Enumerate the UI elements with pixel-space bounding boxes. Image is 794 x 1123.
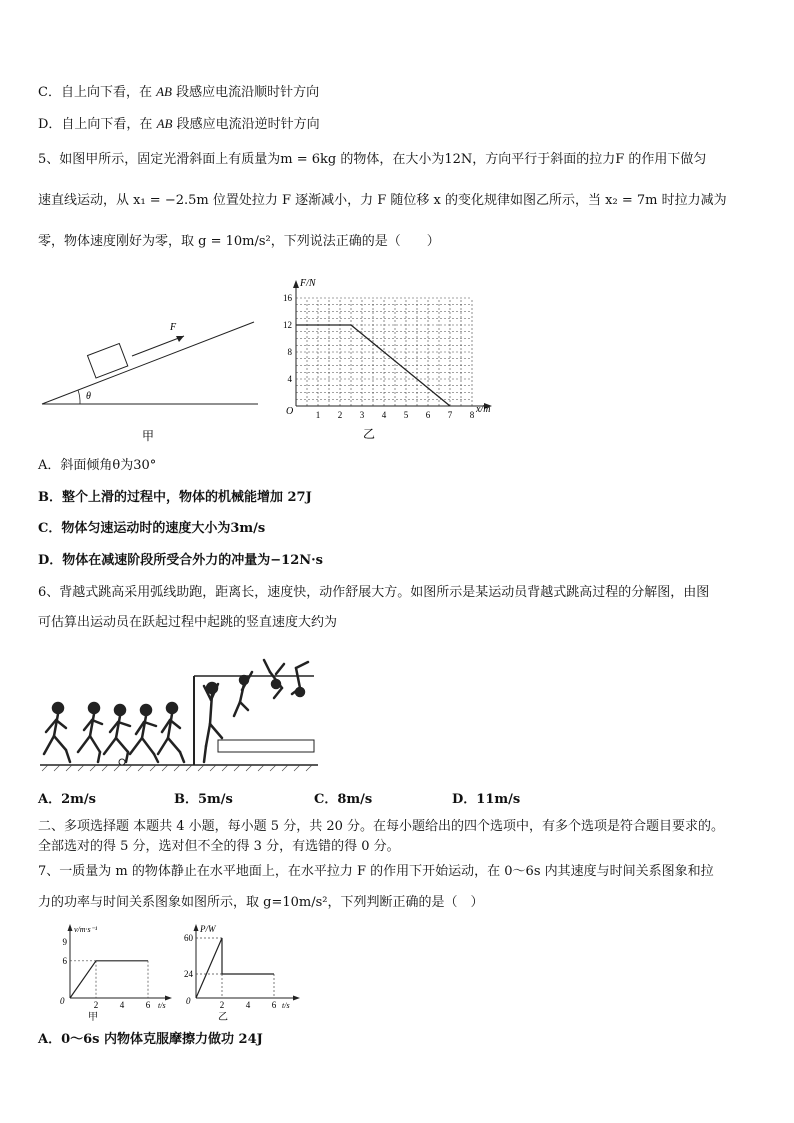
fx-x-tick-label: 2	[337, 410, 343, 420]
pt-y-tick-label: 60	[184, 933, 193, 943]
vt-series-line	[70, 961, 148, 998]
incline-slope-line	[42, 322, 254, 404]
q7-stem-line2: 力的功率与时间关系图象如图所示，取 g=10m/s²，下列判断正确的是（ ）	[38, 895, 484, 910]
fx-x-tick-label: 6	[425, 410, 431, 420]
vt-y-axis-arrow	[68, 924, 73, 931]
incline-angle-label: θ	[86, 391, 91, 402]
jumper-frame-2	[78, 703, 102, 762]
vt-x-tick-label: 2	[93, 1000, 99, 1010]
fx-y-tick-label: 8	[287, 347, 292, 357]
vt-x-axis-arrow	[165, 996, 172, 1001]
q5-option-d: D．物体在减速阶段所受合外力的冲量为−12N·s	[38, 553, 323, 568]
pt-x-tick-label: 2	[219, 1000, 225, 1010]
section2-scoring: 全部选对的得 5 分，选对但不全的得 3 分，有选错的得 0 分。	[38, 839, 400, 854]
q5-stem-line2: 速直线运动，从 x₁ = −2.5m 位置处拉力 F 逐渐减小，力 F 随位移 x 的变化规律如图乙所示，当 x₂ = 7m 时拉力减为	[38, 193, 727, 208]
q6-option-c: C．8m/s	[314, 792, 373, 807]
vt-y-tick-label: 6	[62, 955, 67, 966]
jumper-frame-8	[264, 660, 284, 698]
pt-origin-label: 0	[186, 996, 191, 1006]
vt-tick-labels	[63, 937, 151, 1010]
jumper-frame-6	[204, 683, 222, 762]
q5-fig-jia-caption: 甲	[142, 429, 155, 443]
q5-stem-line1: 5、如图甲所示，固定光滑斜面上有质量为m = 6kg 的物体，在大小为12N，方向平行于斜面的拉力F 的作用下做匀	[38, 152, 707, 167]
fx-x-tick-label: 4	[381, 410, 387, 420]
fx-y-axis-arrow	[293, 280, 299, 288]
q5-fig-yi-caption: 乙	[363, 427, 376, 441]
jumper-frame-1	[44, 703, 70, 762]
pt-x-tick-label: 6	[271, 1000, 277, 1010]
pt-y-axis-arrow	[194, 924, 199, 931]
vt-x-tick-label: 4	[119, 1000, 125, 1010]
q5-option-c: C．物体匀速运动时的速度大小为3m/s	[38, 521, 266, 536]
force-arrow-line	[132, 336, 184, 356]
pt-guides	[196, 938, 274, 998]
pt-x-axis-label: t/s	[282, 1001, 290, 1010]
section2-heading: 二、多项选择题 本题共 4 小题，每小题 5 分，共 20 分。在每小题给出的四个选项中，有多个选项是符合题目要求的。	[38, 819, 725, 834]
fx-x-tick-label: 1	[315, 410, 321, 420]
fx-y-tick-label: 12	[283, 320, 292, 330]
q4-option-d-prefix: D．自上向下看，在	[38, 117, 157, 132]
q6-option-a: A．2m/s	[38, 792, 96, 807]
takeoff-mark	[119, 759, 125, 765]
q7-stem-line1: 7、一质量为 m 的物体静止在水平地面上，在水平拉力 F 的作用下开始运动，在 0～6s 内其速度与时间关系图象和拉	[38, 864, 714, 879]
q4-option-d	[38, 116, 320, 133]
incline-angle-arc	[78, 390, 80, 404]
pt-x-axis-arrow	[293, 996, 300, 1001]
fx-x-axis-label: x/m	[476, 404, 491, 415]
q5-fx-chart	[278, 272, 518, 448]
vt-x-axis-label: t/s	[158, 1001, 166, 1010]
q5-incline-figure	[38, 316, 262, 446]
jumper-frame-9	[292, 662, 308, 696]
vt-guides	[70, 961, 148, 998]
q6-stem-line1: 6、背越式跳高采用弧线助跑，距离长，速度快，动作舒展大方。如图所示是某运动员背越式跳高过程的分解图，由图	[38, 585, 710, 600]
jumper-frame-4	[130, 705, 158, 762]
q6-option-b: B．5m/s	[174, 792, 233, 807]
q5-stem-line3: 零，物体速度刚好为零，取 g = 10m/s²，下列说法正确的是（ ）	[38, 234, 440, 249]
q5-option-b: B．整个上滑的过程中，物体的机械能增加 27J	[38, 490, 312, 505]
q4-option-d-var: AB	[156, 116, 173, 131]
fx-x-tick-label: 8	[469, 410, 475, 420]
q5-option-a: A．斜面倾角θ为30°	[38, 458, 157, 473]
fx-y-axis-label: F/N	[300, 278, 316, 289]
force-label: F	[170, 322, 177, 333]
jumper-frame-7	[234, 672, 252, 716]
q7-fig-jia-caption: 甲	[88, 1012, 98, 1022]
jump-ground-hatch	[42, 765, 312, 771]
q6-option-d: D．11m/s	[452, 792, 521, 807]
fx-y-tick-label: 4	[287, 374, 292, 384]
q4-option-c-var: AB	[156, 84, 172, 99]
q7-vt-chart	[52, 922, 182, 1022]
fx-y-tick-label: 16	[283, 293, 292, 303]
pt-y-tick-label: 24	[184, 969, 193, 979]
q7-fig-yi-caption: 乙	[218, 1012, 228, 1022]
vt-y-tick-label: 9	[62, 937, 67, 948]
pt-series-line	[196, 938, 274, 998]
q4-option-c-prefix: C．自上向下看，在	[38, 85, 157, 100]
q4-option-c-suffix: 段感应电流沿顺时针方向	[171, 85, 320, 100]
q6-high-jump-figure	[38, 654, 322, 776]
fx-origin-label: O	[286, 406, 294, 417]
q7-pt-chart	[172, 922, 322, 1022]
vt-origin-label: 0	[60, 996, 65, 1006]
vt-y-axis-label: v/m·s⁻¹	[74, 925, 98, 934]
fx-x-tick-label: 7	[447, 410, 453, 420]
fx-tick-labels	[283, 293, 475, 420]
jumper-frame-5	[158, 703, 184, 762]
q4-option-d-suffix: 段感应电流沿逆时针方向	[172, 117, 320, 132]
q7-option-a: A．0～6s 内物体克服摩擦力做功 24J	[38, 1032, 263, 1047]
fx-x-tick-label: 3	[359, 410, 365, 420]
q4-option-c	[38, 84, 319, 101]
fx-x-tick-label: 5	[403, 410, 409, 420]
q6-stem-line2: 可估算出运动员在跃起过程中起跳的竖直速度大约为	[38, 615, 338, 630]
jumper-frame-3	[104, 705, 130, 762]
pt-y-axis-label: P/W	[200, 924, 216, 934]
vt-x-tick-label: 6	[145, 1000, 151, 1010]
landing-mat	[218, 740, 314, 752]
pt-x-tick-label: 4	[245, 1000, 251, 1010]
